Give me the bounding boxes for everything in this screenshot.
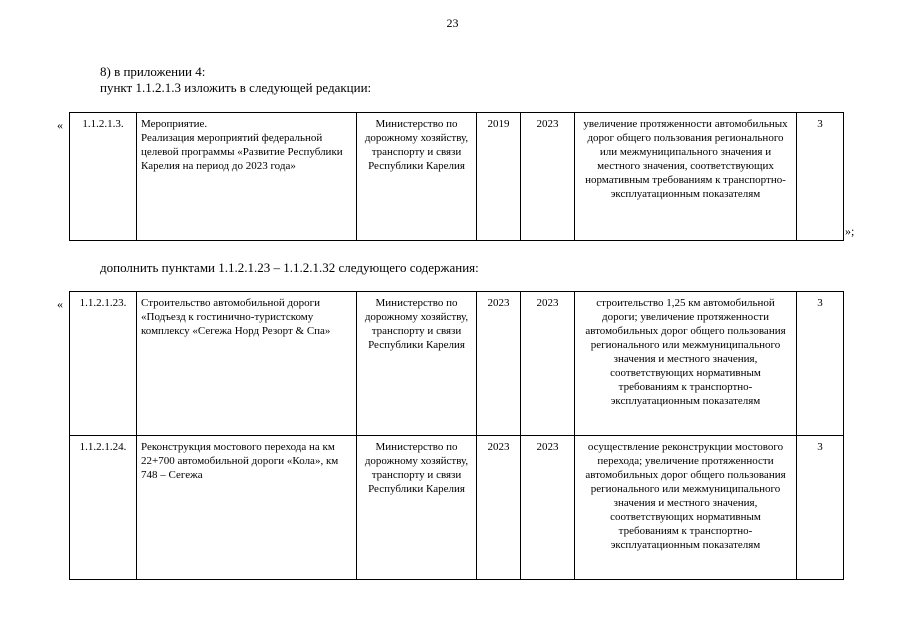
table-row <box>70 292 844 436</box>
page-number: 23 <box>446 16 459 30</box>
row-number: 1.1.2.1.3. <box>70 113 137 241</box>
row-start-year: 2023 <box>477 436 521 580</box>
table1-close-quote: »; <box>845 224 855 238</box>
table2 <box>69 291 844 580</box>
table1 <box>69 112 844 241</box>
table2-open-quote: « <box>57 297 63 311</box>
row-result: строительство 1,25 км автомобильной дороги; увеличение протяженности автомобильных дорог общего пользования регионального или межмуниципального значения и местного значения, соответствующих нормативным требованиям к транспортно-эксплуатационным показателям <box>575 292 797 436</box>
row-executor: Министерство по дорожному хозяйству, транспорту и связи Республики Карелия <box>357 113 477 241</box>
intro-line-1: 8) в приложении 4: <box>100 64 206 79</box>
table-row <box>70 113 844 241</box>
row-start-year: 2019 <box>477 113 521 241</box>
row-result: увеличение протяженности автомобильных дорог общего пользования регионального или межмуниципального значения и местного значения, соответствующих нормативным требованиям к транспортно-эксплуатационным показателям <box>575 113 797 241</box>
row-name: Строительство автомобильной дороги «Подъезд к гостинично-туристскому комплексу «Сегежа Норд Резорт & Спа» <box>137 292 357 436</box>
row-code: 3 <box>797 436 844 580</box>
row-code: 3 <box>797 113 844 241</box>
row-start-year: 2023 <box>477 292 521 436</box>
row-end-year: 2023 <box>521 292 575 436</box>
row-result: осуществление реконструкции мостового перехода; увеличение протяженности автомобильных дорог общего пользования регионального или межмуниципального значения и местного значения, соответствующих нормативным требованиям к транспортно-эксплуатационным показателям <box>575 436 797 580</box>
middle-text: дополнить пунктами 1.1.2.1.23 – 1.1.2.1.32 следующего содержания: <box>100 260 479 275</box>
row-name: Реконструкция мостового перехода на км 22+700 автомобильной дороги «Кола», км 748 – Сегежа <box>137 436 357 580</box>
row-number: 1.1.2.1.23. <box>70 292 137 436</box>
row-number: 1.1.2.1.24. <box>70 436 137 580</box>
row-name: Мероприятие. Реализация мероприятий федеральной целевой программы «Развитие Республики Карелия на период до 2023 года» <box>137 113 357 241</box>
row-end-year: 2023 <box>521 113 575 241</box>
row-end-year: 2023 <box>521 436 575 580</box>
table1-open-quote: « <box>57 118 63 132</box>
table-row <box>70 436 844 580</box>
row-code: 3 <box>797 292 844 436</box>
row-executor: Министерство по дорожному хозяйству, транспорту и связи Республики Карелия <box>357 436 477 580</box>
intro-line-2: пункт 1.1.2.1.3 изложить в следующей редакции: <box>100 80 372 95</box>
row-executor: Министерство по дорожному хозяйству, транспорту и связи Республики Карелия <box>357 292 477 436</box>
